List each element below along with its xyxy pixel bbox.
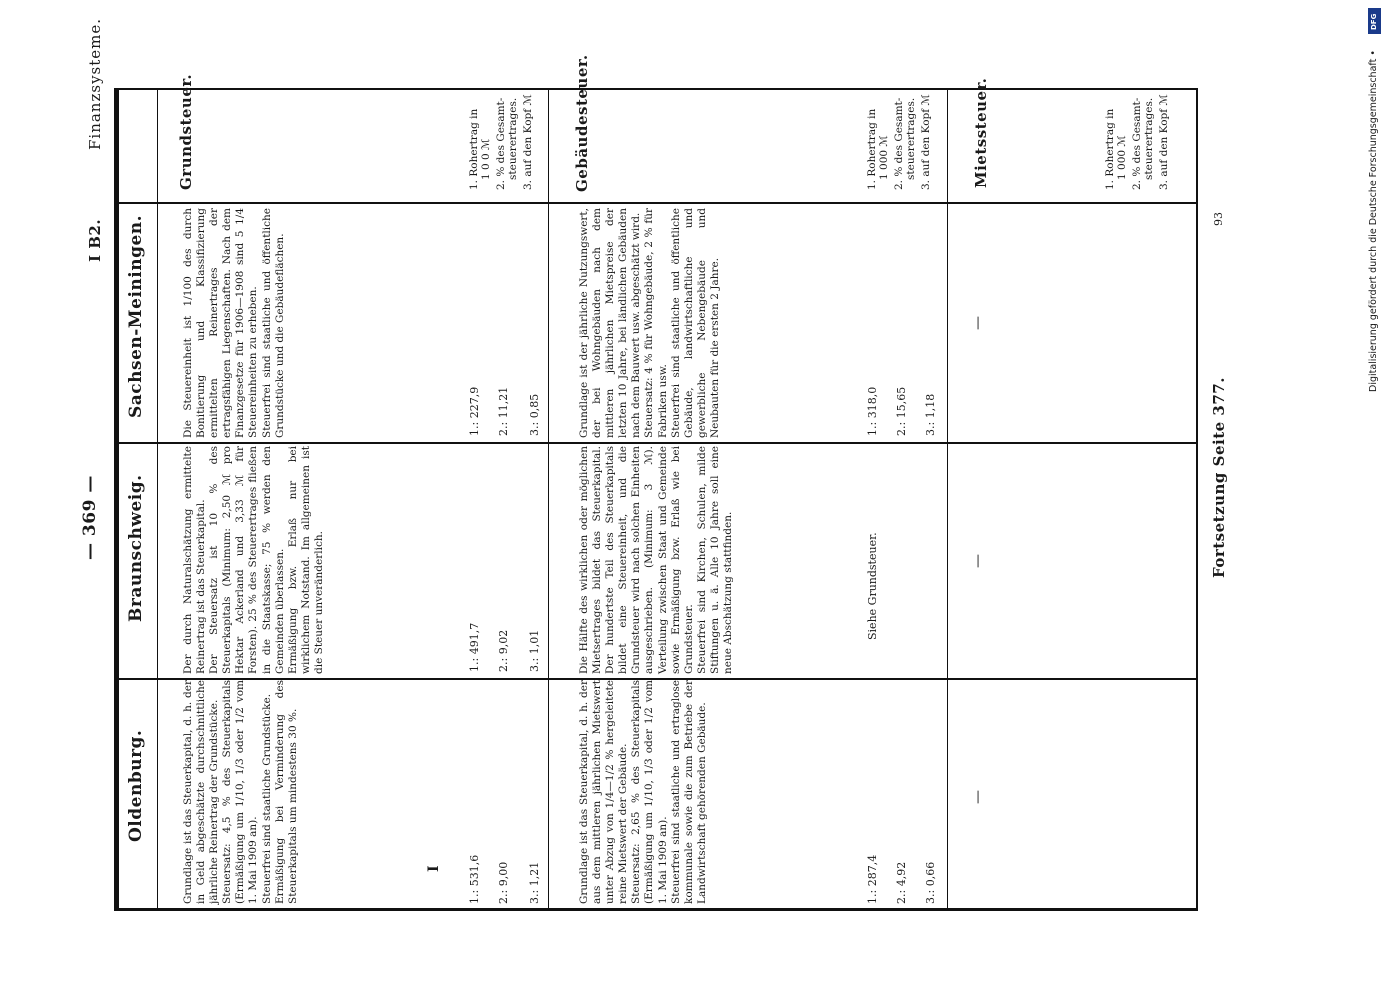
label-kopf: 3. auf den Kopf ℳ — [522, 94, 534, 190]
label-unit: 1 000 ℳ — [878, 135, 890, 180]
section-rule-1 — [548, 88, 549, 910]
section-gebaeudesteuer: Gebäudesteuer. — [573, 54, 591, 192]
running-title: Finanzsysteme. — [86, 17, 104, 150]
section-rule-2 — [947, 88, 948, 910]
section-mietssteuer: Mietssteuer. — [972, 77, 990, 188]
value-kopf: 3.: 1,18 — [924, 393, 937, 436]
gebaeudesteuer-oldenburg-text: Grundlage ist das Steuerkapital, d. h. der aus dem mittleren jährlichen Mietswert unter Abzug von 1/4—1/2 % hergeleitete reine Mietswert der Gebäude. Steuersatz: 2,65 % des Steuerkapitals (Ermäßigung um 1/10, 1/3 oder 1/2 vom 1. Mai 1909 an). Steuerfrei sind staatliche und ertraglose kommunale sowie die zum Betriebe der Landwirtschaft gehörenden Gebäude. — [578, 680, 708, 904]
page-small: 93 — [1212, 212, 1225, 226]
dfg-credit: Digitalisierung gefördert durch die Deutsche Forschungsgemeinschaft • — [1368, 50, 1379, 392]
label-kopf: 3. auf den Kopf ℳ — [920, 94, 932, 190]
value-kopf: 3.: 1,01 — [528, 629, 541, 672]
label-unit: 1 000 ℳ — [1116, 135, 1128, 180]
value-percent: 2.: 4,92 — [895, 861, 908, 904]
label-rohertrag: 1. Rohertrag in — [1104, 108, 1116, 190]
table-end-rule — [1196, 88, 1198, 910]
value-see-grundsteuer: Siehe Grundsteuer. — [866, 532, 879, 640]
label-rohertrag: 1. Rohertrag in — [866, 108, 878, 190]
mietssteuer-braunschweig-dash: — — [970, 554, 986, 568]
gebaeudesteuer-braunschweig-text: Die Hälfte des wirklichen oder möglichen Mietsertrages bildet das Steuerkapital. Der hundertste Teil des Steuerkapitals bildet eine Steuereinheit, und die Grundsteuer wird nach solchen Einheiten ausgeschrieben. (Minimum: 3 ℳ). Verteilung zwischen Staat und Gemeinde sowie Ermäßigung bzw. Erlaß wie bei Grundsteuer. Steuerfrei sind Kirchen, Schulen, milde Stiftungen u. ä. Alle 10 Jahre soll eine neue Abschätzung stattfinden. — [578, 446, 735, 674]
mietssteuer-sachsen-meiningen-dash: — — [970, 316, 986, 330]
dfg-logo — [1368, 8, 1381, 34]
value-kopf: 3.: 0,66 — [924, 861, 937, 904]
label-percent: 2. % des Gesamt- — [893, 97, 905, 190]
row-divider-1 — [114, 202, 1198, 204]
value-rohertrag: 1.: 491,7 — [468, 622, 481, 672]
value-rohertrag: 1.: 227,9 — [468, 386, 481, 436]
label-steuerertrag: steuerertrages. — [507, 97, 519, 180]
table-bottom-rule — [114, 908, 1198, 911]
continuation-note: Fortsetzung Seite 377. — [1210, 377, 1228, 578]
row-divider-2 — [114, 442, 1198, 444]
section-grundsteuer: Grundsteuer. — [177, 73, 195, 190]
value-percent: 2.: 11,21 — [497, 386, 510, 436]
gebaeudesteuer-sachsen-meiningen-text: Grundlage ist der jährliche Nutzungswert, der bei Wohngebäuden nach dem mittleren jährlichen Mietspreise der letzten 10 Jahre, bei ländlichen Gebäuden nach dem Bauwert usw. abgeschätzt wird. Steuersatz: 4 % für Wohngebäude, 2 % für Fabriken usw. Steuerfrei sind staatliche und öffentliche Gebäude, landwirtschaftliche und gewerbliche Nebengebäude und Neubauten für die ersten 2 Jahre. — [578, 208, 721, 438]
value-percent: 2.: 15,65 — [895, 386, 908, 436]
grundsteuer-oldenburg-text: Grundlage ist das Steuerkapital, d. h. der in Geld abgeschätzte durchschnittliche jährliche Reinertrag der Grundstücke. Steuersatz: 4,5 % des Steuerkapitals (Ermäßigung um 1/10, 1/3 oder 1/2 vom 1. Mai 1909 an). Steuerfrei sind staatliche Grundstücke. Ermäßigung bei Verminderung des Steuerkapitals um mindestens 30 %. — [182, 680, 299, 904]
mietssteuer-oldenburg-dash: — — [970, 790, 986, 804]
label-kopf: 3. auf den Kopf ℳ — [1158, 94, 1170, 190]
grundsteuer-sachsen-meiningen-text: Die Steuereinheit ist 1/100 des durch Bonitierung und Klassifizierung ermittelten Reinertrages der ertragsfähigen Liegenschaften. Nach dem Finanzgesetze für 1906—1908 sind 5 1/4 Steuereinheiten zu erheben. Steuerfrei sind staatliche und öffentliche Grundstücke und die Gebäudeflächen. — [182, 208, 286, 438]
label-rohertrag: 1. Rohertrag in — [468, 108, 480, 190]
label-unit: 1 0 0 ℳ — [480, 138, 492, 180]
label-percent: 2. % des Gesamt- — [495, 97, 507, 190]
label-steuerertrag: steuerertrages. — [1143, 97, 1155, 180]
column-header-oldenburg: Oldenburg. — [126, 729, 146, 842]
value-percent: 2.: 9,00 — [497, 861, 510, 904]
label-percent: 2. % des Gesamt- — [1131, 97, 1143, 190]
header-bottom-rule — [114, 88, 1198, 90]
header-rule — [157, 88, 158, 910]
value-kopf: 3.: 1,21 — [528, 861, 541, 904]
page-number: — 369 — — [80, 475, 100, 560]
section-label: I B2. — [86, 218, 104, 262]
value-percent: 2.: 9,02 — [497, 629, 510, 672]
grundsteuer-braunschweig-text: Der durch Naturalschätzung ermittelte Reinertrag ist das Steuerkapital. Der Steuersatz ist 10 % des Steuerkapitals (Minimum: 2,50 ℳ pro Hektar Ackerland und 3,33 ℳ für Forsten). 25 % des Steuerertrages fließen in die Staatskasse; 75 % werden den Gemeinden überlassen. Ermäßigung bzw. Erlaß nur bei wirklichem Notstand. Im allgemeinen ist die Steuer unveränderlich. — [182, 446, 325, 674]
label-steuerertrag: steuerertrages. — [905, 97, 917, 180]
table-top-rule — [114, 88, 119, 910]
value-rohertrag: 1.: 531,6 — [468, 854, 481, 904]
value-rohertrag: 1.: 318,0 — [866, 386, 879, 436]
value-kopf: 3.: 0,85 — [528, 393, 541, 436]
roman-numeral: I — [426, 864, 442, 872]
column-header-braunschweig: Braunschweig. — [126, 474, 146, 622]
value-rohertrag: 1.: 287,4 — [866, 854, 879, 904]
dfg-logo-text: DFG — [1370, 13, 1378, 30]
column-header-sachsen-meiningen: Sachsen-Meiningen. — [126, 214, 146, 418]
